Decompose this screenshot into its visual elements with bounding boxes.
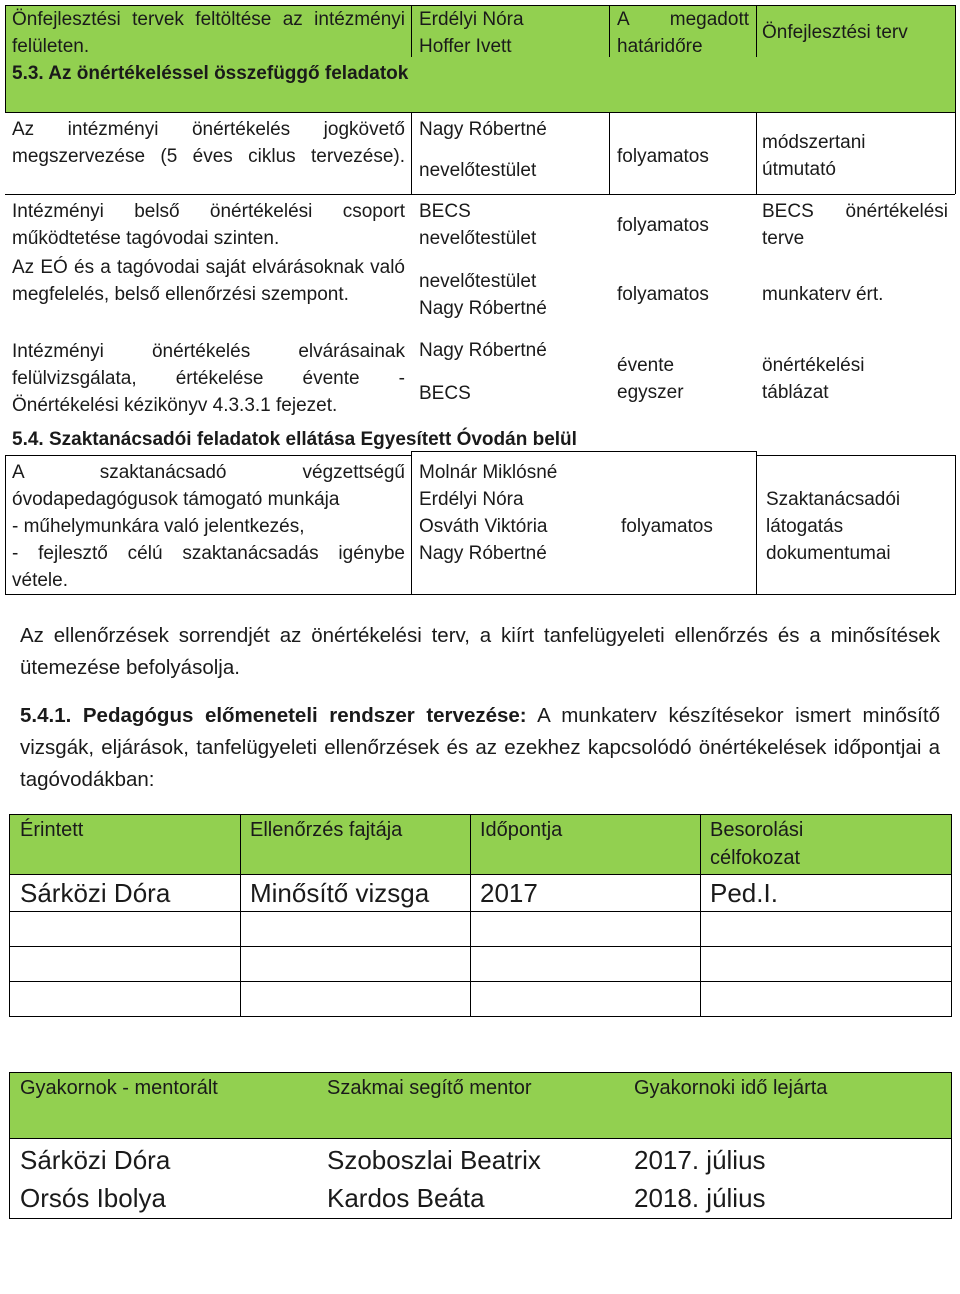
header-task-cell: Önfejlesztési tervek feltöltése az intézményi felületen. [12,9,405,57]
table-border [5,594,956,595]
table-border [9,1072,952,1073]
table-border [756,455,956,456]
table-border [9,814,952,815]
document-line: dokumentumai [766,543,891,564]
table-border [5,5,955,6]
responsible-cell [419,459,609,567]
deadline-cell: folyamatos [617,215,709,236]
deadline-cell: folyamatos [621,516,713,537]
table-border [9,981,952,982]
table-border [470,814,471,1017]
header-deadline-cell: A megadott határidőre [617,9,749,57]
table-border [411,451,412,595]
table-border [411,451,756,452]
table-border [411,5,412,57]
task-cell: Az EÓ és a tagóvodai saját elvárásoknak való megfelelés, belső ellenőrzési szempont. [12,257,405,305]
section-body-text: A munkaterv készítésekor ismert minősítő vizsgák, eljárások, tanfelügyeleti ellenőrzések és az ezekhez kapcsolódó önértékelések időpontjai a tagóvodákban: [20,704,940,791]
table-border [9,874,952,875]
responsible-cell [419,268,609,322]
deadline-cell: évente egyszer [617,355,684,403]
table-border [5,112,955,113]
table3-cell: Kardos Beáta [327,1183,485,1213]
document-cell: munkaterv ért. [762,284,884,305]
table-border [411,112,412,194]
document-line: Szaktanácsadói [766,489,901,510]
paragraph-inspection-order: Az ellenőrzések sorrendjét az önértékelési terv, a kiírt tanfelügyeleti ellenőrzés és a minősítések ütemezése befolyásolja. [20,624,940,679]
table-border [5,455,6,595]
responsible-line: Erdélyi Nóra [419,489,524,510]
task-cell [12,459,405,594]
section-number-5-4-1: 5.4.1. [20,704,72,727]
table3-cell: Orsós Ibolya [20,1183,166,1213]
header-document-cell: Önfejlesztési terv [762,22,908,43]
section-heading-career: Pedagógus előmeneteli rendszer tervezése: [82,704,527,727]
table-border [609,5,610,57]
task-cell: Az intézményi önértékelés jogkövető megszervezése (5 éves ciklus tervezése). [12,119,405,167]
responsible-line: Molnár Miklósné [419,462,558,483]
responsible-line: Nagy Róbertné [419,543,547,564]
table-border [5,455,411,456]
deadline-cell: folyamatos [617,284,709,305]
table-border [240,814,241,1017]
task-line: A szaktanácsadó végzettségű óvodapedagógusok támogató munkája [12,462,405,510]
section-heading-5-3: 5.3. Az önértékeléssel összefüggő feladatok [12,63,409,84]
document-cell: BECS önértékelési terve [762,201,948,249]
section-heading-5-4: 5.4. Szaktanácsadói feladatok ellátása Egyesített Óvodán belül [12,429,577,450]
table2-cell: Sárközi Dóra [20,878,171,908]
responsible-line: nevelőtestület [419,228,537,249]
table-border [9,1016,952,1017]
responsible-line: Nagy Róbertné [419,298,547,319]
responsible-cell: Nagy Róbertné [419,340,547,361]
table3-header-cell: Gyakornok - mentorált [20,1077,218,1099]
responsible-cell: Nagy Róbertné [419,119,547,140]
table2-cell: Minősítő vizsga [250,878,430,908]
table3-header-cell: Gyakornoki idő lejárta [634,1077,828,1099]
responsible-cell [419,198,609,252]
table-border [9,1138,952,1139]
table3-header-cell: Szakmai segítő mentor [327,1077,532,1099]
deadline-cell: folyamatos [617,146,709,167]
table-border [9,1218,952,1219]
responsible-cell: BECS [419,383,471,404]
task-line: - műhelymunkára való jelentkezés, [12,516,305,537]
table-border [756,112,757,194]
table3-cell: Sárközi Dóra [20,1145,171,1175]
table-border [955,455,956,595]
table-border [756,451,757,595]
table-border [5,194,955,195]
table2-header-cell: Besorolási célfokozat [710,819,804,869]
responsible-cell: nevelőtestület [419,160,537,181]
task-cell: Intézményi önértékelés elvárásainak felülvizsgálata, értékelése évente - Önértékelési kézikönyv 4.3.3.1 fejezet. [12,341,405,416]
table3-cell: 2018. július [634,1183,766,1213]
header-responsible-1: Erdélyi Nóra [419,9,524,30]
task-cell: Intézményi belső önértékelési csoport működtetése tagóvodai szinten. [12,201,405,249]
responsible-line: Osváth Viktória [419,516,548,537]
table3-cell: Szoboszlai Beatrix [327,1145,541,1175]
document-cell: önértékelési táblázat [762,355,865,403]
table2-header-cell: Ellenőrzés fajtája [250,819,403,841]
table-border [5,5,6,112]
table-border [951,814,952,1017]
document-line: látogatás [766,516,844,537]
table3-cell: 2017. július [634,1145,766,1175]
table2-cell: Ped.I. [710,878,778,908]
header-responsible-2: Hoffer Ivett [419,36,512,57]
paragraph-career-planning [20,700,940,796]
table-border [756,5,757,57]
responsible-line: nevelőtestület [419,271,537,292]
table-border [9,814,10,1017]
document-cell: módszertani útmutató [762,132,866,180]
responsible-line: BECS [419,201,471,222]
table-border [609,112,610,194]
document-cell [766,486,956,567]
header-responsible-cell [419,6,609,60]
table-border [9,911,952,912]
table2-cell: 2017 [480,878,538,908]
table2-header-cell: Időpontja [480,819,563,841]
table-border [9,946,952,947]
table-border [955,5,956,194]
table-border [951,1072,952,1219]
table2-header-cell: Érintett [20,819,84,841]
table-border [9,1072,10,1219]
table-border [700,814,701,1017]
task-line: - fejlesztő célú szaktanácsadás igénybe vétele. [12,543,405,591]
